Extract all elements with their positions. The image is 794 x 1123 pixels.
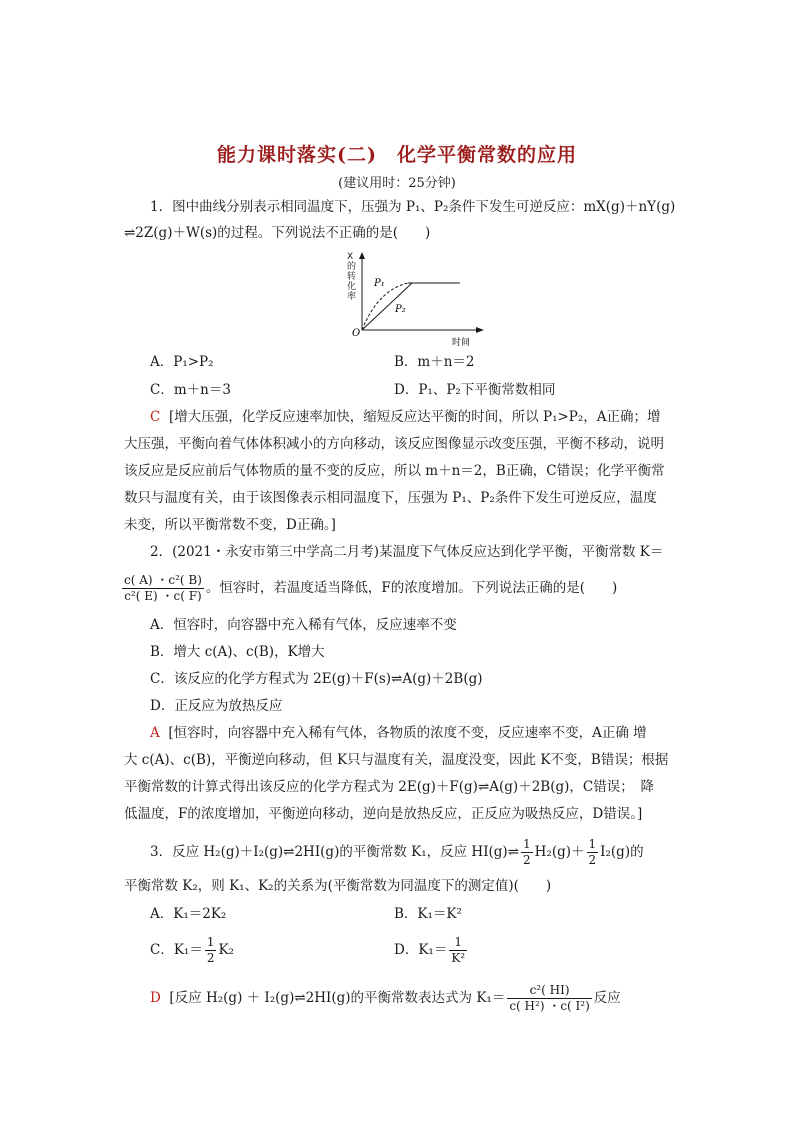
q3-half-fraction-h2: $\frac{1}{2}$ [523, 837, 531, 867]
q1-option-d: D．P₁、P₂下平衡常数相同 [394, 382, 556, 398]
q3-explanation-fraction: $\frac{\text{c²( HI)}}{\text{c( H²) ・c( I²)}}$ [509, 983, 590, 1013]
series-p2-label: P₂ [395, 304, 406, 315]
q3-explanation-line1: D [反应 H₂(g) ＋ I₂(g)⇌2HI(g)的平衡常数表达式为 K₁＝ $\frac{\text{c²( HI)}}{\text{c( H²) ・c( I²)}}$ 反应 [150, 983, 621, 1013]
x-axis-arrow [476, 327, 484, 333]
y-axis-label: X的转化率 [347, 252, 357, 302]
q3-option-b: B．K₁＝K² [394, 906, 462, 922]
q1-option-a: A．P₁>P₂ [150, 354, 214, 370]
q3-stem-line1: 3．反应 H₂(g)＋I₂(g)⇌2HI(g)的平衡常数 K₁，反应 HI(g)⇌ $\frac{1}{2}$ H₂(g)＋ $\frac{1}{2}$ I₂(g)的 [150, 837, 644, 867]
q2-stem-line2: $\frac{\text{c( A) ・c²( B)}}{\text{c²( E) ・c( F)}}$ 。恒容时，若温度适当降低，F的浓度增加。下列说法正确的是( ) [124, 573, 618, 603]
q1-explanation-line4: 数只与温度有关，由于该图像表示相同温度下，压强为 P₁、P₂条件下发生可逆反应，温度 [124, 490, 657, 506]
q2-option-b: B．增大 c(A)、c(B)，K增大 [150, 644, 325, 660]
q1-explanation-line5: 未变，所以平衡常数不变，D正确。] [124, 517, 336, 533]
y-axis-arrow [359, 252, 365, 259]
q3-option-a: A．K₁＝2K₂ [150, 906, 227, 922]
q1-conversion-chart [338, 250, 488, 348]
q1-stem-line1: 1．图中曲线分别表示相同温度下，压强为 P₁、P₂条件下发生可逆反应：mX(g)＋nY(g) [150, 199, 676, 215]
q1-option-b: B．m＋n＝2 [394, 354, 475, 370]
q1-explanation-line2: 大压强，平衡向着气体体积减小的方向移动，该反应图像显示改变压强，平衡不移动，说明 [124, 436, 664, 452]
q2-option-a: A．恒容时，向容器中充入稀有气体，反应速率不变 [150, 617, 457, 633]
q3-answer: D [150, 990, 161, 1006]
q3-option-d-fraction: $\frac{1}{\text{K²}}$ [451, 935, 466, 965]
q2-explanation-line3: 平衡常数的计算式得出该反应的化学方程式为 2E(g)＋F(g)⇌A(g)＋2B(g)，C错误； 降 [124, 779, 654, 795]
q3-option-d: D．K₁＝ $\frac{1}{\text{K²}}$ [394, 935, 466, 965]
q1-explanation-line1: C [增大压强，化学反应速率加快，缩短反应达平衡的时间，所以 P₁>P₂，A正确；增 [150, 409, 661, 425]
q2-equilibrium-constant-fraction: $\frac{\text{c( A) ・c²( B)}}{\text{c²( E) ・c( F)}}$ [124, 573, 202, 603]
q2-option-c: C．该反应的化学方程式为 2E(g)＋F(s)⇌A(g)＋2B(g) [150, 671, 483, 687]
origin-label: O [352, 328, 361, 339]
q3-option-c-fraction: $\frac{1}{2}$ [206, 935, 215, 965]
q1-answer: C [150, 409, 161, 425]
q1-explanation-line3: 该反应是反应前后气体物质的量不变的反应，所以 m＋n＝2，B正确，C错误；化学平衡常 [124, 463, 665, 479]
q1-stem-line2: ⇌2Z(g)＋W(s)的过程。下列说法不正确的是( ) [124, 225, 431, 241]
suggested-time: (建议用时：25分钟) [338, 176, 456, 191]
q3-half-fraction-i2: $\frac{1}{2}$ [588, 837, 597, 867]
q2-explanation-line2: 大 c(A)、c(B)，平衡逆向移动，但 K只与温度有关，温度没变，因此 K不变，B错误；根据 [124, 752, 669, 768]
q3-stem-line2: 平衡常数 K₂，则 K₁、K₂的关系为(平衡常数为同温度下的测定值)( ) [124, 878, 552, 894]
series-p1-label: P₁ [374, 278, 385, 289]
q2-stem-line1: 2．(2021・永安市第三中学高二月考)某温度下气体反应达到化学平衡，平衡常数 K＝ [150, 544, 664, 560]
q2-explanation-line1: A [恒容时，向容器中充入稀有气体，各物质的浓度不变，反应速率不变，A正确 增 [150, 725, 647, 741]
q2-explanation-line4: 低温度，F的浓度增加，平衡逆向移动，逆向是放热反应，正反应为吸热反应，D错误。] [124, 806, 643, 822]
q3-option-c: C．K₁＝ $\frac{1}{2}$ K₂ [150, 935, 234, 965]
q2-answer: A [150, 725, 160, 741]
page-title: 能力课时落实(二) 化学平衡常数的应用 [217, 144, 577, 166]
q1-option-c: C．m＋n＝3 [150, 382, 231, 398]
x-axis-label: 时间 [452, 338, 471, 348]
q2-option-d: D．正反应为放热反应 [150, 698, 283, 714]
